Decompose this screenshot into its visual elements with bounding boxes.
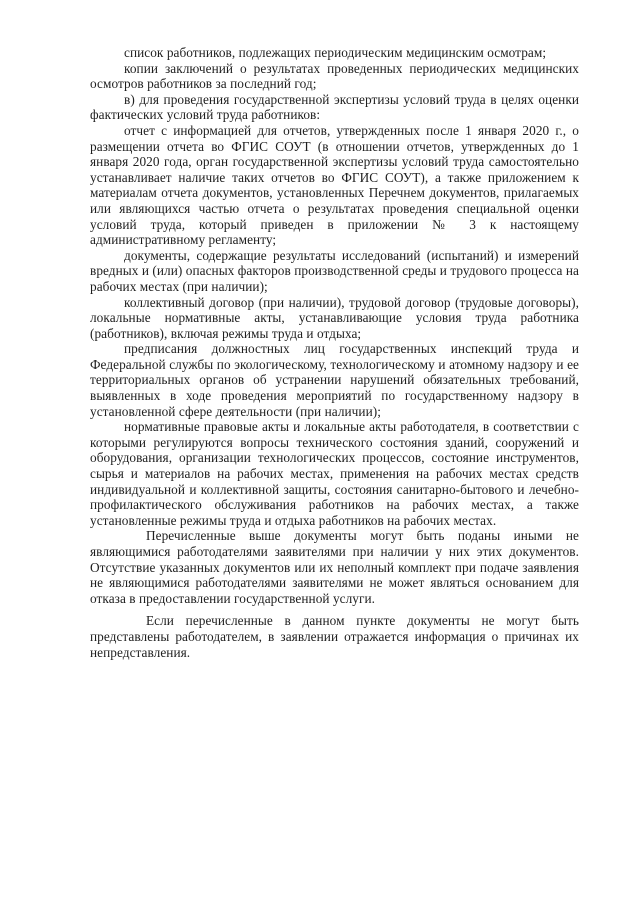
paragraph-regulatory-acts: нормативные правовые акты и локальные акты работодателя, в соответствии с которыми регулируются вопросы технического состояния зданий, сооружений и оборудования, организации технологических процессов, состояние инструментов, сырья и материалов на рабочих местах, применения на рабочих местах средств индивидуальной и коллективной защиты, состояния санитарно-бытового и лечебно-профилактического обслуживания работников на рабочих местах, а также установленные режимы труда и отдыха работников на рабочих местах. [90, 419, 579, 528]
paragraph-inspector-orders: предписания должностных лиц государственных инспекций труда и Федеральной службы по экологическому, технологическому и атомному надзору и ее территориальных органов об устранении нарушений обязательных требований, выявленных в ходе проведения мероприятий по государственному надзору в установленной сфере деятельности (при наличии); [90, 341, 579, 419]
paragraph-list-of-workers: список работников, подлежащих периодическим медицинским осмотрам; [124, 45, 547, 60]
paragraph-research-results: документы, содержащие результаты исследований (испытаний) и измерений вредных и (или) опасных факторов производственной среды и трудового процесса на рабочих местах (при наличии); [90, 247, 579, 294]
paragraph-medical-conclusions: копии заключений о результатах проведенных периодических медицинских осмотров работников за последний год; [90, 60, 579, 92]
paragraph-non-submission: Если перечисленные в данном пункте документы не могут быть представлены работодателем, в заявлении отражается информация о причинах их непредставления. [90, 613, 579, 660]
document-body [90, 45, 579, 660]
paragraph-state-expertise-heading: в) для проведения государственной экспертизы условий труда в целях оценки фактических условий труда работников: [90, 91, 579, 123]
paragraph-collective-agreement: коллективный договор (при наличии), трудовой договор (трудовые договоры), локальные нормативные акты, устанавливающие условия труда работника (работников), включая режимы труда и отдыха; [90, 294, 579, 341]
paragraph-non-employer-applicants: Перечисленные выше документы могут быть поданы иными не являющимися работодателями заявителями при наличии у них этих документов. Отсутствие указанных документов или их неполный комплект при подаче заявления не являющимися работодателями заявителями не может являться основанием для отказа в предоставлении государственной услуги. [90, 528, 579, 606]
paragraph-report-info: отчет с информацией для отчетов, утвержденных после 1 января 2020 г., о размещении отчета во ФГИС СОУТ (в отношении отчетов, утвержденных до 1 января 2020 года, орган государственной экспертизы условий труда самостоятельно устанавливает наличие таких отчетов во ФГИС СОУТ), а также приложением к материалам отчета документов, установленных Перечнем документов, прилагаемых или являющихся частью отчета о результатах проведения специальной оценки условий труда, который приведен в приложении № 3 к настоящему административному регламенту; [90, 122, 579, 248]
